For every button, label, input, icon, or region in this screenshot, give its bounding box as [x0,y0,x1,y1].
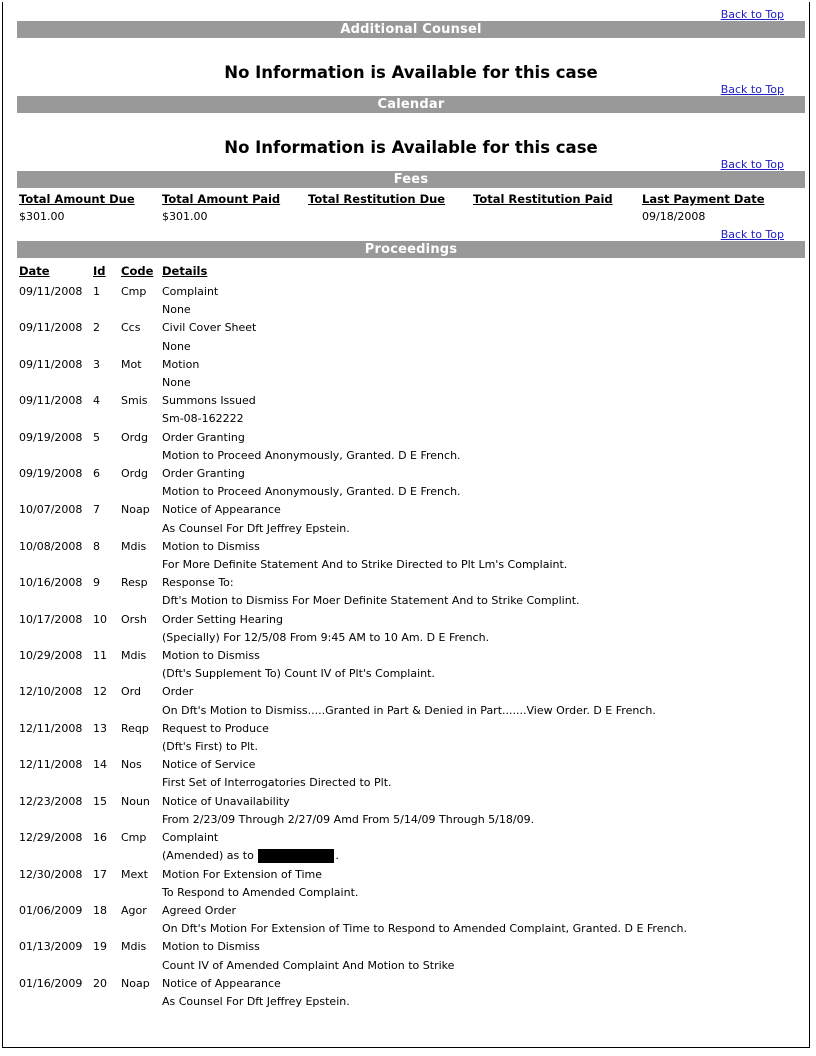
proceeding-detail-row [17,338,805,356]
proceeding-date: 12/29/2008 [19,831,83,845]
proceeding-detail-text: (Specially) For 12/5/08 From 9:45 AM to 10 Am. D E French. [162,630,490,644]
empty-cell [121,920,162,938]
empty-cell [17,702,93,720]
proceeding-detail-row [17,957,805,975]
proceeding-detail-text: As Counsel For Dft Jeffrey Epstein. [162,994,350,1008]
proceeding-date: 12/30/2008 [19,867,83,881]
proceeding-title: Motion to Dismiss [162,539,260,553]
empty-cell [121,410,162,428]
proceeding-detail [162,920,805,938]
proceeding-code: Mdis [121,649,147,663]
proceeding-title: Complaint [162,285,219,298]
proceeding-date: 12/11/2008 [19,721,83,735]
proceeding-detail-text: On Dft's Motion For Extension of Time to Respond to Amended Complaint, Granted. D E French. [162,922,687,936]
proceeding-row [17,611,805,629]
proceeding-detail-row [17,447,805,465]
empty-cell [17,374,93,392]
proceeding-id: 15 [93,794,107,808]
proceeding-date: 09/11/2008 [19,394,83,408]
proceeding-title: Response To: [162,576,234,590]
proceedings-body [17,283,805,1011]
proceeding-id: 19 [93,940,107,954]
proceeding-title: Order [162,685,194,699]
last-payment-date-header: Last Payment Date [642,192,765,206]
proceeding-code: Mdis [121,539,147,553]
proceeding-row [17,283,805,301]
proceeding-title: Motion to Dismiss [162,649,260,663]
proceeding-detail-row [17,920,805,938]
proceeding-row [17,429,805,447]
proceeding-id: 13 [93,721,107,735]
empty-cell [17,847,93,865]
empty-cell [93,774,121,792]
proceeding-row [17,574,805,592]
empty-cell [17,957,93,975]
proceeding-title: Complaint [162,831,219,845]
total-restitution-due-header: Total Restitution Due [308,192,446,206]
proceeding-date: 12/10/2008 [19,685,83,699]
proceeding-detail [162,556,805,574]
proceeding-title: Notice of Unavailability [162,794,290,808]
empty-cell [17,920,93,938]
proceeding-id: 2 [93,321,100,335]
back-to-top-link[interactable]: Back to Top [720,158,784,171]
proceeding-code: Mext [121,867,148,881]
proceeding-row [17,319,805,337]
proceeding-title: Notice of Service [162,758,256,772]
proceeding-title: Summons Issued [162,394,256,408]
empty-cell [17,520,93,538]
proceeding-code: Mot [121,357,142,371]
empty-cell [93,702,121,720]
redaction-block [258,849,334,863]
fees-header: Fees [17,171,805,188]
empty-cell [93,447,121,465]
proceedings-table [17,258,805,1011]
proceeding-code: Smis [121,394,148,408]
proceeding-detail-row [17,847,805,865]
proceeding-detail-row [17,556,805,574]
empty-cell [93,665,121,683]
empty-cell [93,301,121,319]
proceeding-detail-text: (Amended) as to [162,849,254,863]
proceeding-date: 10/17/2008 [19,612,83,626]
proceeding-row [17,866,805,884]
proceedings-header-row [17,258,805,283]
empty-cell [121,993,162,1011]
proceeding-code: Ordg [121,430,148,444]
case-content [17,8,805,1011]
empty-cell [121,774,162,792]
proceeding-detail [162,410,805,428]
empty-cell [17,447,93,465]
proceeding-id: 3 [93,357,100,371]
proceeding-detail-row [17,738,805,756]
proceeding-date: 10/07/2008 [19,503,83,517]
proceeding-title: Civil Cover Sheet [162,321,257,335]
proceeding-detail [162,592,805,610]
proceeding-detail [162,884,805,902]
proceeding-code: Ordg [121,467,148,481]
proceeding-id: 12 [93,685,107,699]
proceeding-detail [162,957,805,975]
proceeding-detail [162,811,805,829]
empty-cell [121,957,162,975]
back-to-top-link[interactable]: Back to Top [720,228,784,241]
empty-cell [17,774,93,792]
proceeding-date: 09/11/2008 [19,321,83,335]
empty-cell [93,374,121,392]
empty-cell [17,811,93,829]
proceeding-id: 4 [93,394,100,408]
proceeding-code: Reqp [121,721,149,735]
proceeding-id: 14 [93,758,107,772]
proceeding-code: Mdis [121,940,147,954]
empty-cell [121,374,162,392]
proceeding-id: 6 [93,467,100,481]
proceeding-row [17,538,805,556]
proceeding-date: 09/19/2008 [19,430,83,444]
total-amount-due-value: $301.00 [19,210,65,223]
empty-cell [17,483,93,501]
proceeding-title: Motion [162,357,200,371]
proceeding-date: 09/19/2008 [19,467,83,481]
proceeding-detail-row [17,811,805,829]
proceeding-id: 16 [93,831,107,845]
empty-cell [121,847,162,865]
calendar-header: Calendar [17,96,805,113]
empty-cell [121,338,162,356]
proceeding-code: Ord [121,685,141,699]
empty-cell [17,884,93,902]
proceeding-detail-row [17,410,805,428]
empty-cell [93,483,121,501]
empty-cell [17,592,93,610]
empty-cell [93,847,121,865]
back-to-top-link[interactable]: Back to Top [720,8,784,21]
empty-cell [17,738,93,756]
proceeding-date: 10/29/2008 [19,649,83,663]
proceeding-row [17,756,805,774]
proceeding-date: 10/16/2008 [19,576,83,590]
proceeding-code: Cmp [121,831,147,845]
proceeding-date: 10/08/2008 [19,539,83,553]
empty-cell [93,884,121,902]
empty-cell [121,301,162,319]
proceeding-row [17,793,805,811]
proceeding-detail-text: None [162,339,191,353]
proceeding-code: Noun [121,794,150,808]
empty-cell [93,592,121,610]
proceeding-title: Notice of Appearance [162,503,281,517]
proceeding-id: 20 [93,976,107,990]
proceeding-detail-row [17,520,805,538]
proceeding-id: 11 [93,649,107,663]
empty-cell [93,410,121,428]
last-payment-date-value: 09/18/2008 [642,210,706,223]
proceeding-detail-text: For More Definite Statement And to Strike Directed to Plt Lm's Complaint. [162,558,568,572]
proceeding-id: 17 [93,867,107,881]
fees-values-row [17,208,805,228]
proceeding-title: Agreed Order [162,903,237,917]
proceeding-title: Order Granting [162,430,245,444]
proceeding-detail [162,338,805,356]
empty-cell [17,410,93,428]
proceeding-row [17,392,805,410]
proceeding-id: 8 [93,539,100,553]
proceeding-detail-row [17,665,805,683]
empty-cell [121,884,162,902]
proceeding-detail-text: (Dft's Supplement To) Count IV of Plt's Complaint. [162,667,435,681]
empty-cell [17,301,93,319]
empty-cell [93,957,121,975]
proceeding-detail-row [17,702,805,720]
proceeding-detail-row [17,884,805,902]
proceeding-title: Notice of Appearance [162,976,281,990]
proceeding-code: Ccs [121,321,141,335]
proceeding-row [17,975,805,993]
proceeding-detail [162,483,805,501]
proceeding-title: Motion to Dismiss [162,940,260,954]
proceedings-header: Proceedings [17,241,805,258]
proceeding-title: Order Granting [162,467,245,481]
empty-cell [17,556,93,574]
proceeding-detail-text: On Dft's Motion to Dismiss.....Granted in Part & Denied in Part.......View Order. D E French. [162,703,656,717]
proceeding-date: 12/11/2008 [19,758,83,772]
proceeding-id: 1 [93,285,100,298]
proceeding-row [17,356,805,374]
proceeding-id: 9 [93,576,100,590]
proceeding-detail-row [17,483,805,501]
calendar-message: No Information is Available for this case [224,138,598,157]
empty-cell [93,338,121,356]
empty-cell [121,447,162,465]
proceeding-detail-text: None [162,376,191,390]
proceeding-detail-text: To Respond to Amended Complaint. [162,885,359,899]
empty-cell [121,556,162,574]
empty-cell [93,629,121,647]
proceeding-code: Noap [121,976,150,990]
proceeding-code: Nos [121,758,142,772]
total-amount-paid-value: $301.00 [162,210,208,223]
proceeding-detail [162,738,805,756]
proceeding-code: Resp [121,576,148,590]
empty-cell [17,629,93,647]
proceeding-detail-suffix: . [335,849,339,863]
proceeding-detail-text: (Dft's First) to Plt. [162,740,258,754]
empty-cell [121,702,162,720]
proceeding-row [17,683,805,701]
proceeding-detail-text: As Counsel For Dft Jeffrey Epstein. [162,521,350,535]
proceeding-row [17,720,805,738]
additional-counsel-header: Additional Counsel [17,21,805,38]
id-column-header: Id [93,264,106,278]
code-column-header: Code [121,264,154,278]
proceeding-detail-text: Count IV of Amended Complaint And Motion to Strike [162,958,455,972]
proceeding-row [17,902,805,920]
proceeding-id: 18 [93,903,107,917]
proceeding-detail [162,301,805,319]
proceeding-detail [162,665,805,683]
proceeding-title: Request to Produce [162,721,269,735]
proceeding-row [17,938,805,956]
proceeding-detail-text: Motion to Proceed Anonymously, Granted. D E French. [162,485,461,499]
total-amount-paid-header: Total Amount Paid [162,192,281,206]
empty-cell [93,920,121,938]
proceeding-detail [162,447,805,465]
proceeding-code: Orsh [121,612,147,626]
empty-cell [121,811,162,829]
empty-cell [121,629,162,647]
proceeding-detail-text: From 2/23/09 Through 2/27/09 Amd From 5/14/09 Through 5/18/09. [162,812,535,826]
proceeding-row [17,465,805,483]
proceeding-detail-text: None [162,303,191,317]
additional-counsel-message: No Information is Available for this case [224,63,598,82]
proceeding-detail-text: Dft's Motion to Dismiss For Moer Definite Statement And to Strike Complint. [162,594,580,608]
proceeding-title: Order Setting Hearing [162,612,283,626]
proceeding-detail-text: First Set of Interrogatories Directed to Plt. [162,776,392,790]
empty-cell [93,520,121,538]
proceeding-detail [162,629,805,647]
empty-cell [93,556,121,574]
empty-cell [121,738,162,756]
proceeding-date: 01/13/2009 [19,940,83,954]
empty-cell [93,811,121,829]
empty-cell [17,338,93,356]
total-restitution-paid-header: Total Restitution Paid [473,192,613,206]
fees-column-headers [17,188,805,208]
empty-cell [121,665,162,683]
proceeding-detail-row [17,301,805,319]
proceeding-date: 01/16/2009 [19,976,83,990]
empty-cell [93,738,121,756]
proceeding-date: 09/11/2008 [19,285,83,298]
proceeding-detail [162,774,805,792]
proceeding-date: 12/23/2008 [19,794,83,808]
proceeding-date: 09/11/2008 [19,357,83,371]
proceeding-id: 5 [93,430,100,444]
total-amount-due-header: Total Amount Due [19,192,135,206]
proceeding-id: 10 [93,612,107,626]
empty-cell [17,665,93,683]
proceeding-id: 7 [93,503,100,517]
empty-cell [121,520,162,538]
proceeding-row [17,501,805,519]
proceeding-date: 01/06/2009 [19,903,83,917]
date-column-header: Date [19,264,50,278]
proceeding-detail [162,702,805,720]
proceeding-detail-text: Motion to Proceed Anonymously, Granted. D E French. [162,448,461,462]
proceeding-detail [162,520,805,538]
back-to-top-link[interactable]: Back to Top [720,83,784,96]
proceeding-detail-row [17,774,805,792]
details-column-header: Details [162,264,208,278]
proceeding-detail [162,374,805,392]
empty-cell [17,993,93,1011]
empty-cell [121,483,162,501]
proceeding-code: Agor [121,903,147,917]
proceeding-row [17,829,805,847]
proceeding-code: Cmp [121,285,147,298]
proceeding-detail [162,993,805,1011]
empty-cell [93,993,121,1011]
proceeding-detail-row [17,374,805,392]
proceeding-row [17,647,805,665]
proceeding-code: Noap [121,503,150,517]
empty-cell [121,592,162,610]
proceeding-detail [162,847,805,865]
proceeding-title: Motion For Extension of Time [162,867,322,881]
page-frame [2,2,810,1048]
proceeding-detail-row [17,993,805,1011]
proceeding-detail-row [17,592,805,610]
proceeding-detail-text: Sm-08-162222 [162,412,244,426]
proceeding-detail-row [17,629,805,647]
